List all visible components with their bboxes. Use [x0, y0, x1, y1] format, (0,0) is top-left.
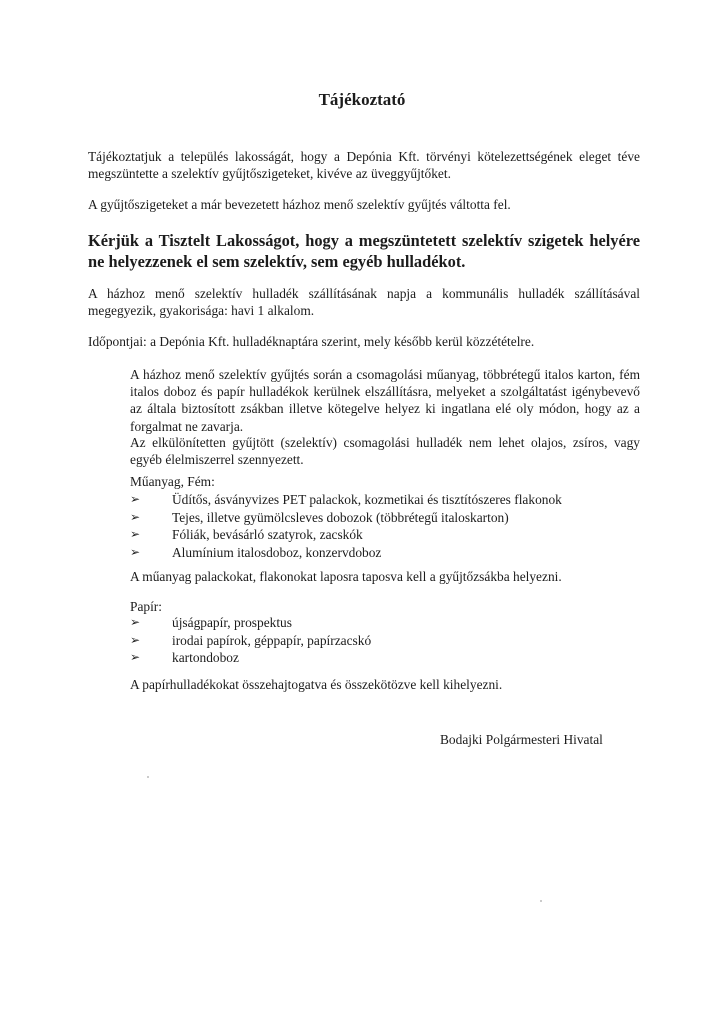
dates-paragraph: Időpontjai: a Depónia Kft. hulladéknaptára szerint, mely később kerül közzétételre. [88, 334, 535, 349]
arrow-bullet-icon: ➢ [130, 544, 141, 559]
arrow-bullet-icon: ➢ [130, 632, 141, 647]
list-item-text: irodai papírok, géppapír, papírzacskó [172, 632, 372, 648]
plastic-metal-heading: Műanyag, Fém: [130, 474, 215, 489]
document-title: Tájékoztató [318, 90, 406, 109]
list-item [130, 544, 630, 562]
arrow-bullet-icon: ➢ [130, 492, 141, 506]
list-item [130, 509, 630, 527]
list-item [130, 632, 630, 650]
list-item [130, 614, 630, 632]
list-item-text: Üdítős, ásványvizes PET palackok, kozmetikai és tisztítószeres flakonok [172, 492, 562, 507]
arrow-bullet-icon: ➢ [130, 650, 141, 664]
list-item-text: kartondoboz [172, 650, 239, 665]
list-item [130, 649, 630, 667]
collection-info-paragraph: A házhoz menő szelektív gyűjtés során a csomagolási műanyag, többrétegű italos karton, fém italos doboz és papír hulladékok kerülnek elszállításra, melyeket a szolgáltatást igénybevevő az általa biztosított zsákban illetve kötegelve helyez ki ingatlana elé oly módon, hogy az a forgalmat ne zavarja. [130, 367, 640, 434]
intro-paragraph: Tájékoztatjuk a település lakosságát, hogy a Depónia Kft. törvényi kötelezettségének eleget téve megszüntette a szelektív gyűjtőszigeteket, kivéve az üveggyűjtőket. [88, 149, 640, 181]
plastic-metal-list [130, 491, 630, 561]
paper-heading: Papír: [130, 599, 162, 614]
list-item-text: újságpapír, prospektus [172, 615, 292, 630]
scan-speck [147, 776, 149, 778]
scan-speck [540, 900, 542, 902]
contamination-paragraph: Az elkülönítetten gyűjtött (szelektív) csomagolási hulladék nem lehet olajos, zsíros, vagy egyéb élelmiszerrel szennyezett. [130, 435, 640, 468]
paper-list [130, 614, 630, 667]
list-item-text: Fóliák, bevásárló szatyrok, zacskók [172, 527, 363, 542]
signature: Bodajki Polgármesteri Hivatal [440, 732, 603, 747]
paper-note: A papírhulladékokat összehajtogatva és összekötözve kell kihelyezni. [130, 677, 503, 692]
list-item-text: Alumínium italosdoboz, konzervdoboz [172, 544, 382, 560]
replacement-paragraph: A gyűjtőszigeteket a már bevezetett házhoz menő szelektív gyűjtés váltotta fel. [88, 197, 511, 212]
list-item [130, 526, 630, 544]
list-item-text: Tejes, illetve gyümölcsleves dobozok (többrétegű italoskarton) [172, 509, 509, 525]
request-paragraph: Kérjük a Tisztelt Lakosságot, hogy a megszüntetett szelektív szigetek helyére ne helyezzenek el sem szelektív, sem egyéb hulladékot. [88, 231, 640, 271]
schedule-paragraph: A házhoz menő szelektív hulladék szállításának napja a kommunális hulladék szállításával megegyezik, gyakorisága: havi 1 alkalom. [88, 286, 640, 318]
list-item [130, 491, 630, 509]
arrow-bullet-icon: ➢ [130, 509, 141, 524]
arrow-bullet-icon: ➢ [130, 615, 141, 629]
arrow-bullet-icon: ➢ [130, 527, 141, 541]
plastic-metal-note: A műanyag palackokat, flakonokat laposra taposva kell a gyűjtőzsákba helyezni. [130, 569, 562, 584]
